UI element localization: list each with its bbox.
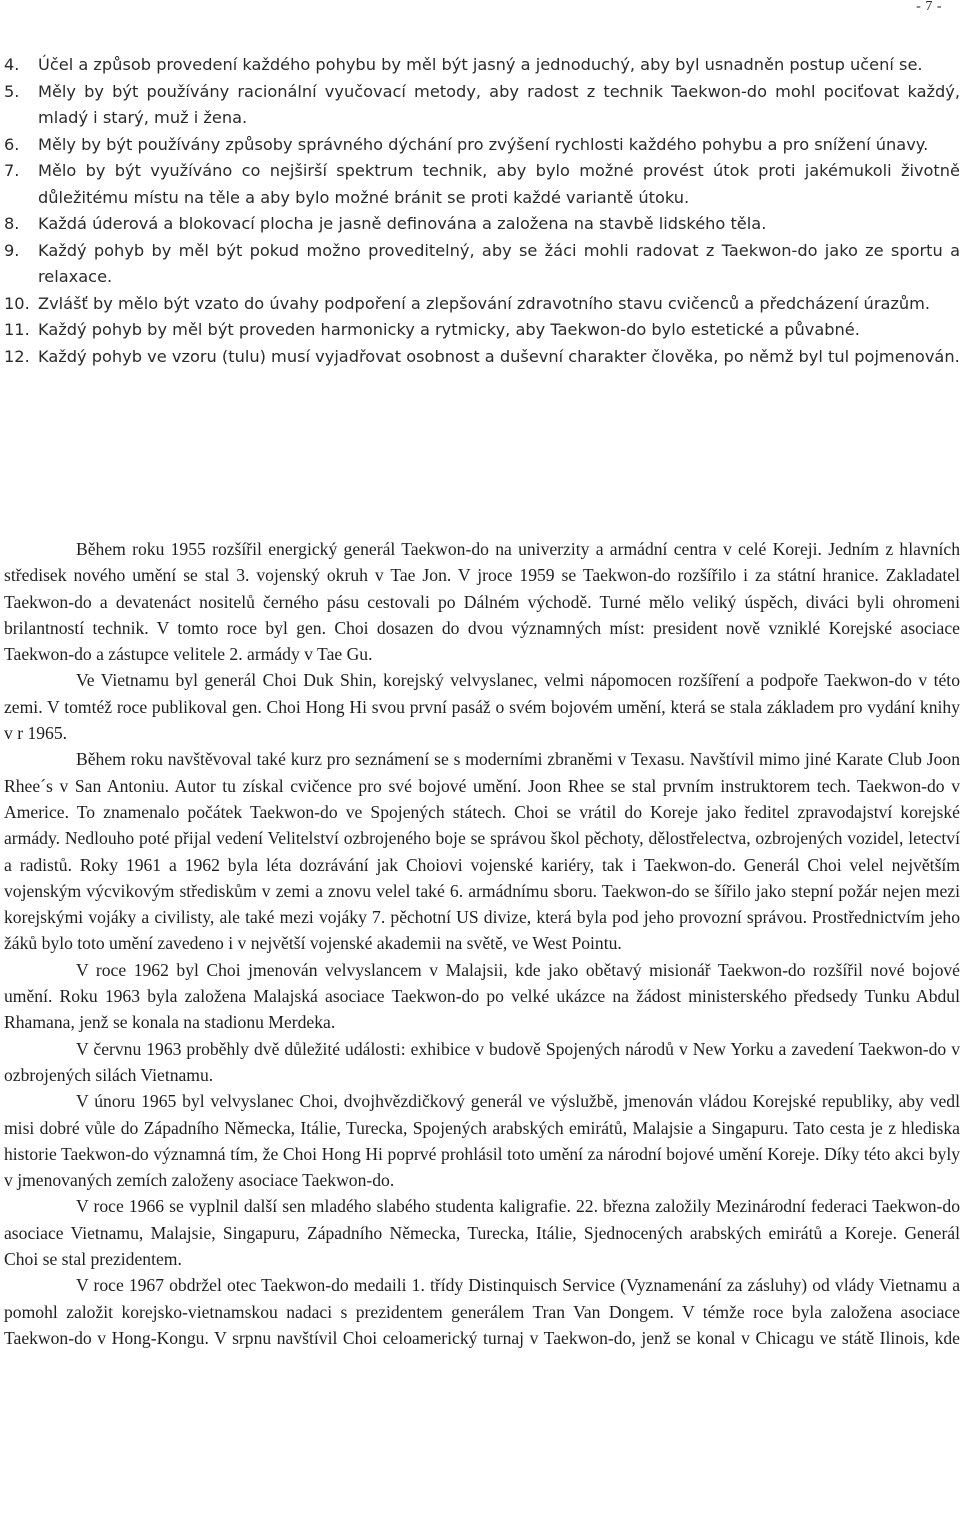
list-item-number: 12. <box>4 346 30 366</box>
principles-list <box>4 52 960 370</box>
list-item-text: Zvlášť by mělo být vzato do úvahy podpoření a zlepšování zdravotního stavu cvičenců a předcházení úrazům. <box>38 293 931 313</box>
list-item-text: Každý pohyb by měl být pokud možno proveditelný, aby se žáci mohli radovat z Taekwon-do jako ze sportu a relaxace. <box>38 240 960 286</box>
paragraph: V roce 1966 se vyplnil další sen mladého slabého studenta kaligrafie. 22. března založily Mezinárodní federaci Taekwon-do asociace Vietnamu, Malajsie, Singapuru, Západního Německa, Turecka, Itálie, Sjednocených arabských emirátů a Koreje. Generál Choi se stal prezidentem. <box>4 1196 960 1270</box>
list-item <box>4 79 960 132</box>
list-item-text: Každá úderová a blokovací plocha je jasně definována a založena na stavbě lidského těla. <box>38 214 767 233</box>
list-item-number: 8. <box>4 214 20 233</box>
paragraph: Během roku navštěvoval také kurz pro seznámení se s moderními zbraněmi v Texasu. Navštívil mimo jiné Karate Club Joon Rhee´s v San Antoniu. Autor tu získal cvičence pro své bojové umění. Joon Rhee se stal prvním instruktorem tech. Taekwon-do v Americe. To znamenalo počátek Taekwon-do ve Spojených státech. Choi se vrátil do Koreje jako ředitel zpravodajství korejské armády. Nedlouho poté přijal vedení Velitelství ozbrojeného boje se správou škol pěchoty, dělostřelectva, ozbrojených vozidel, letectví a radistů. Roky 1961 a 1962 byla léta dozrávání jak Choiovi vojenské kariéry, tak i Taekwon-do. Generál Choi velel největším vojenským výcvikovým střediskům v zemi a znovu velel také 6. armádnímu sboru. Taekwon-do se šířilo jako stepní požár nejen mezi korejskými vojáky a civilisty, ale také mezi vojáky 7. pěchotní US divize, která byla pod jeho provozní správou. Prostřednictvím jeho žáků bylo toto umění zavedeno i v největší vojenské akademii na světě, ve West Pointu. <box>4 749 960 954</box>
list-item-number: 6. <box>4 134 20 154</box>
list-item-text: Mělo by být využíváno co nejširší spektrum technik, aby bylo možné provést útok proti jakémukoli životně důležitému místu na těle a aby bylo možné bránit se proti každé variantě útoku. <box>38 161 960 207</box>
list-item <box>4 291 960 318</box>
list-item <box>4 52 960 79</box>
list-item-number: 5. <box>4 81 20 101</box>
paragraph: V roce 1967 obdržel otec Taekwon-do medaili 1. třídy Distinquisch Service (Vyznamenání za zásluhy) od vlády Vietnamu a pomohl založit korejsko-vietnamskou nadaci s prezidentem generálem Tran Van Dongem. V témže roce byla založena asociace Taekwon-do v Hong-Kongu. V srpnu navštívil Choi celoamerický turnaj v Taekwon-do, jenž se konal v Chicagu ve státě Ilinois, kde <box>4 1275 960 1348</box>
paragraph: V únoru 1965 byl velvyslanec Choi, dvojhvězdičkový generál ve výslužbě, jmenován vládou Korejské republiky, aby vedl misi dobré vůle do Západního Německa, Itálie, Turecka, Spojených arabských emirátů, Malajsie a Singapuru. Tato cesta je z hlediska historie Taekwon-do významná tím, že Choi Hong Hi poprvé prohlásil toto umění za národní bojové umění Koreje. Díky této akci byly v jmenovaných zemích založeny asociace Taekwon-do. <box>4 1091 960 1191</box>
list-item-number: 4. <box>4 55 20 74</box>
list-item-number: 11. <box>4 320 30 339</box>
paragraph: V roce 1962 byl Choi jmenován velvyslancem v Malajsii, kde jako obětavý misionář Taekwon-do rozšířil nové bojové umění. Roku 1963 byla založena Malajská asociace Taekwon-do po velké ukázce na žádost ministerského předsedy Tunku Abdul Rhamana, jenž se konala na stadionu Merdeka. <box>4 959 960 1033</box>
list-item <box>4 158 960 211</box>
list-item-text: Měly by být používány způsoby správného dýchání pro zvýšení rychlosti každého pohybu a pro snížení únavy. <box>38 134 929 154</box>
list-item <box>4 132 960 159</box>
history-text <box>4 536 960 1351</box>
paragraph: Ve Vietnamu byl generál Choi Duk Shin, korejský velvyslanec, velmi nápomocen rozšíření a podpoře Taekwon-do v této zemi. V tomtéž roce publikoval gen. Choi Hong Hi svou první pasáž o svém bojovém umění, která se stala základem pro vydání knihy v r 1965. <box>4 670 960 744</box>
list-item-number: 10. <box>4 293 30 313</box>
list-item-number: 9. <box>4 240 20 260</box>
list-item-text: Každý pohyb ve vzoru (tulu) musí vyjadřovat osobnost a duševní charakter člověka, po němž byl tul pojmenován. <box>38 346 960 366</box>
list-item <box>4 317 960 344</box>
list-item-number: 7. <box>4 161 20 180</box>
list-item-text: Každý pohyb by měl být proveden harmonicky a rytmicky, aby Taekwon-do bylo estetické a půvabné. <box>38 320 860 339</box>
paragraph: V červnu 1963 proběhly dvě důležité události: exhibice v budově Spojených národů v New Yorku a zavedení Taekwon-do v ozbrojených silách Vietnamu. <box>4 1038 960 1085</box>
paragraph: Během roku 1955 rozšířil energický generál Taekwon-do na univerzity a armádní centra v celé Koreji. Jedním z hlavních středisek nového umění se stal 3. vojenský okruh v Tae Jon. V jroce 1959 se Taekwon-do rozšířilo i za státní hranice. Zakladatel Taekwon-do a devatenáct nositelů černého pásu cestovali po Dálném východě. Turné mělo veliký úspěch, diváci byli ohromeni brilantností technik. V tomto roce byl gen. Choi dosazen do dvou významných míst: president nově vzniklé Korejské asociace Taekwon-do a zástupce velitele 2. armády v Tae Gu. <box>4 539 960 665</box>
page-number: - 7 - <box>916 0 942 14</box>
list-item <box>4 238 960 291</box>
list-item <box>4 344 960 371</box>
list-item-text: Účel a způsob provedení každého pohybu by měl být jasný a jednoduchý, aby byl usnadněn postup učení se. <box>38 55 923 74</box>
list-item <box>4 211 960 238</box>
list-item-text: Měly by být používány racionální vyučovací metody, aby radost z technik Taekwon-do mohl pociťovat každý, mladý i starý, muž i žena. <box>38 81 960 127</box>
